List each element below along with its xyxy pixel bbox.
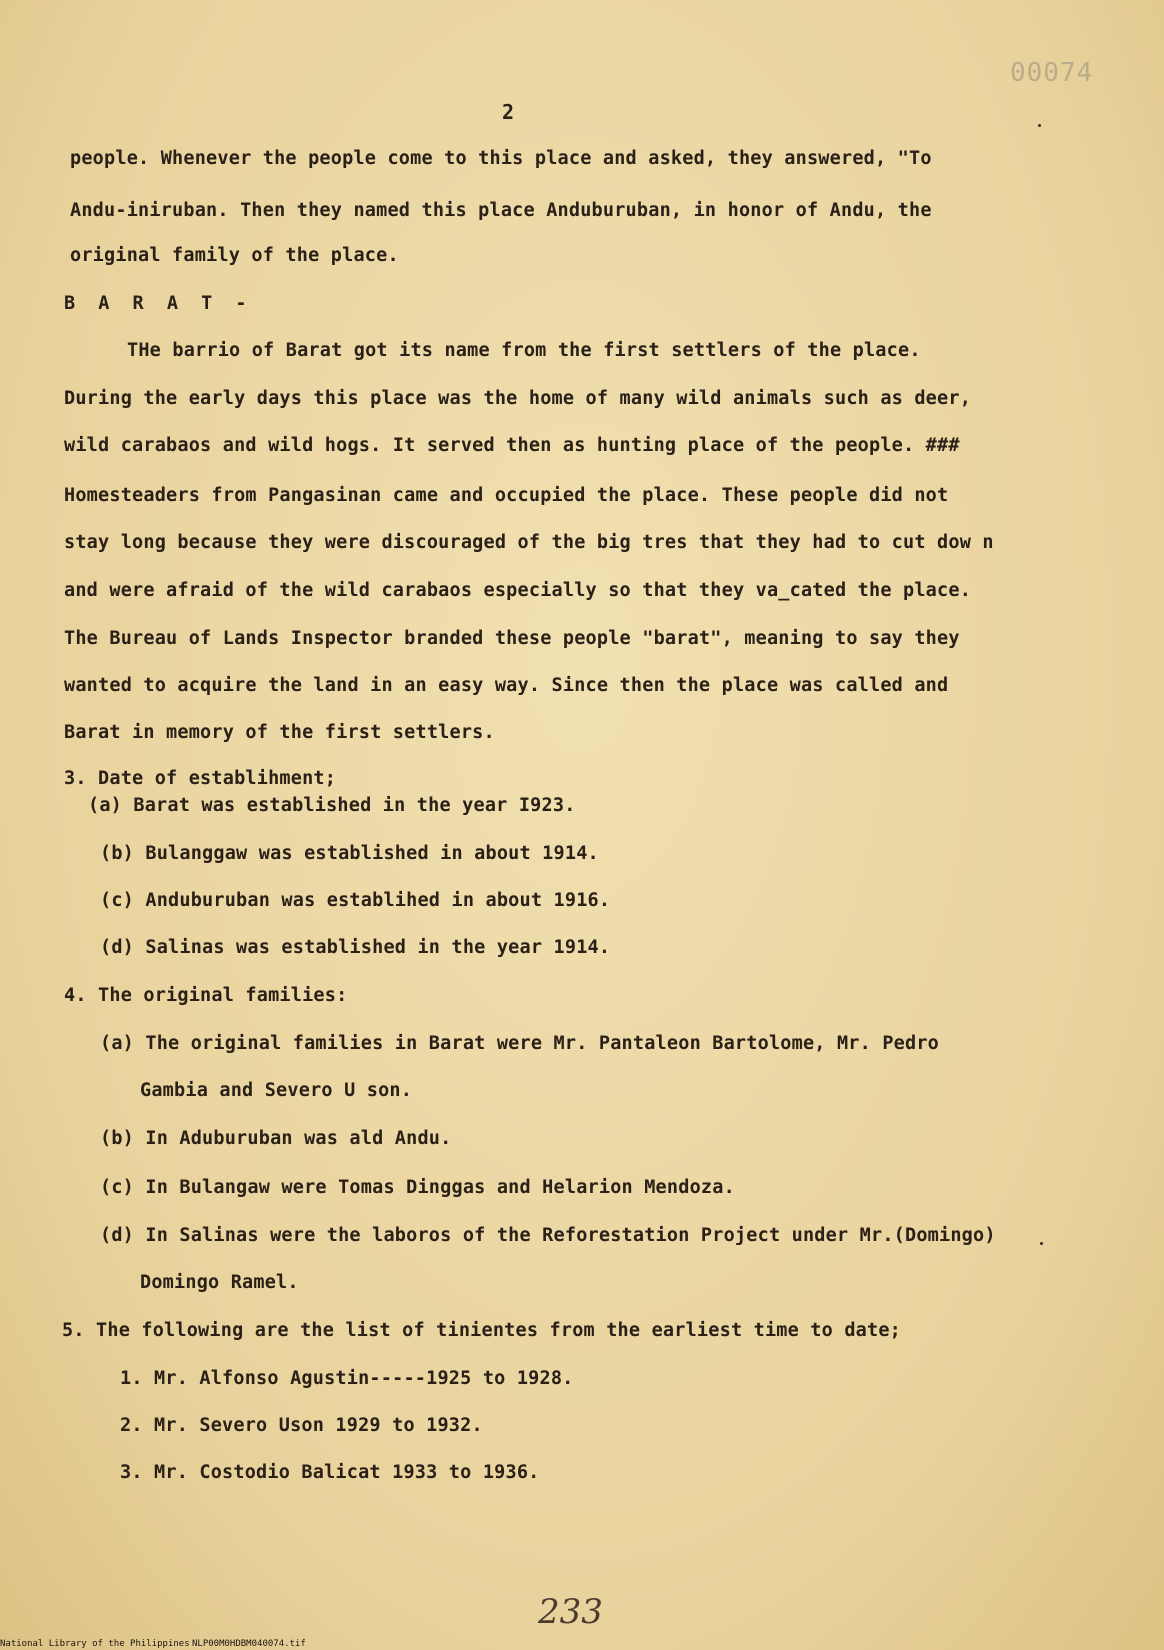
list-item-continuation: Gambia and Severo U son. (140, 1080, 413, 1101)
text-line: Andu-iniruban. Then they named this place Anduburuban, in honor of Andu, the (70, 200, 932, 221)
footer-institution: National Library of the Philippines (0, 1639, 190, 1649)
list-item: 2. Mr. Severo Uson 1929 to 1932. (120, 1415, 483, 1436)
text-line: Homesteaders from Pangasinan came and occupied the place. These people did not (64, 485, 949, 506)
list-item: (c) Anduburuban was establihed in about 1916. (100, 890, 611, 911)
list-item: 1. Mr. Alfonso Agustin-----1925 to 1928. (120, 1368, 574, 1389)
list-item: (b) Bulanggaw was established in about 1914. (100, 843, 599, 864)
text-line: and were afraid of the wild carabaos especially so that they va_cated the place. (64, 580, 972, 601)
list-item: (a) The original families in Barat were Mr. Pantaleon Bartolome, Mr. Pedro (100, 1033, 940, 1054)
list-item: (d) In Salinas were the laboros of the Reforestation Project under Mr.(Domingo) (100, 1225, 996, 1246)
text-line: During the early days this place was the home of many wild animals such as deer, (64, 388, 972, 409)
section-heading-families: 4. The original families: (64, 985, 348, 1006)
page-number: 2 (502, 100, 515, 124)
text-line: wild carabaos and wild hogs. It served then as hunting place of the people. ### (64, 435, 960, 456)
list-item: (d) Salinas was established in the year 1914. (100, 937, 611, 958)
list-item: (b) In Aduburuban was ald Andu. (100, 1128, 452, 1149)
section-heading-date: 3. Date of establihment; (64, 768, 337, 789)
handwritten-page-number: 233 (538, 1592, 603, 1632)
text-line: Barat in memory of the first settlers. (64, 722, 495, 743)
list-item: (c) In Bulangaw were Tomas Dinggas and Helarion Mendoza. (100, 1177, 735, 1198)
section-heading-barat: B A R A T - (64, 293, 253, 314)
section-heading-tinientes: 5. The following are the list of tinientes from the earliest time to date; (62, 1320, 902, 1341)
text-line: stay long because they were discouraged of the big tres that they had to cut dow n (64, 532, 994, 553)
stamp-number: 00074 (1010, 58, 1094, 88)
text-line: wanted to acquire the land in an easy way. Since then the place was called and (64, 675, 949, 696)
footer-file-name: NLP00M0HDBM040074.tif (192, 1639, 306, 1649)
list-item: (a) Barat was established in the year I923. (88, 795, 576, 816)
text-line: people. Whenever the people come to this place and asked, they answered, "To (70, 148, 932, 169)
text-line: original family of the place. (70, 245, 399, 266)
paper-speck (1040, 1242, 1043, 1245)
text-line: THe barrio of Barat got its name from the first settlers of the place. (127, 340, 921, 361)
text-line: The Bureau of Lands Inspector branded these people "barat", meaning to say they (64, 628, 960, 649)
list-item: 3. Mr. Costodio Balicat 1933 to 1936. (120, 1462, 540, 1483)
paper-speck (1038, 124, 1041, 127)
list-item-continuation: Domingo Ramel. (140, 1272, 299, 1293)
